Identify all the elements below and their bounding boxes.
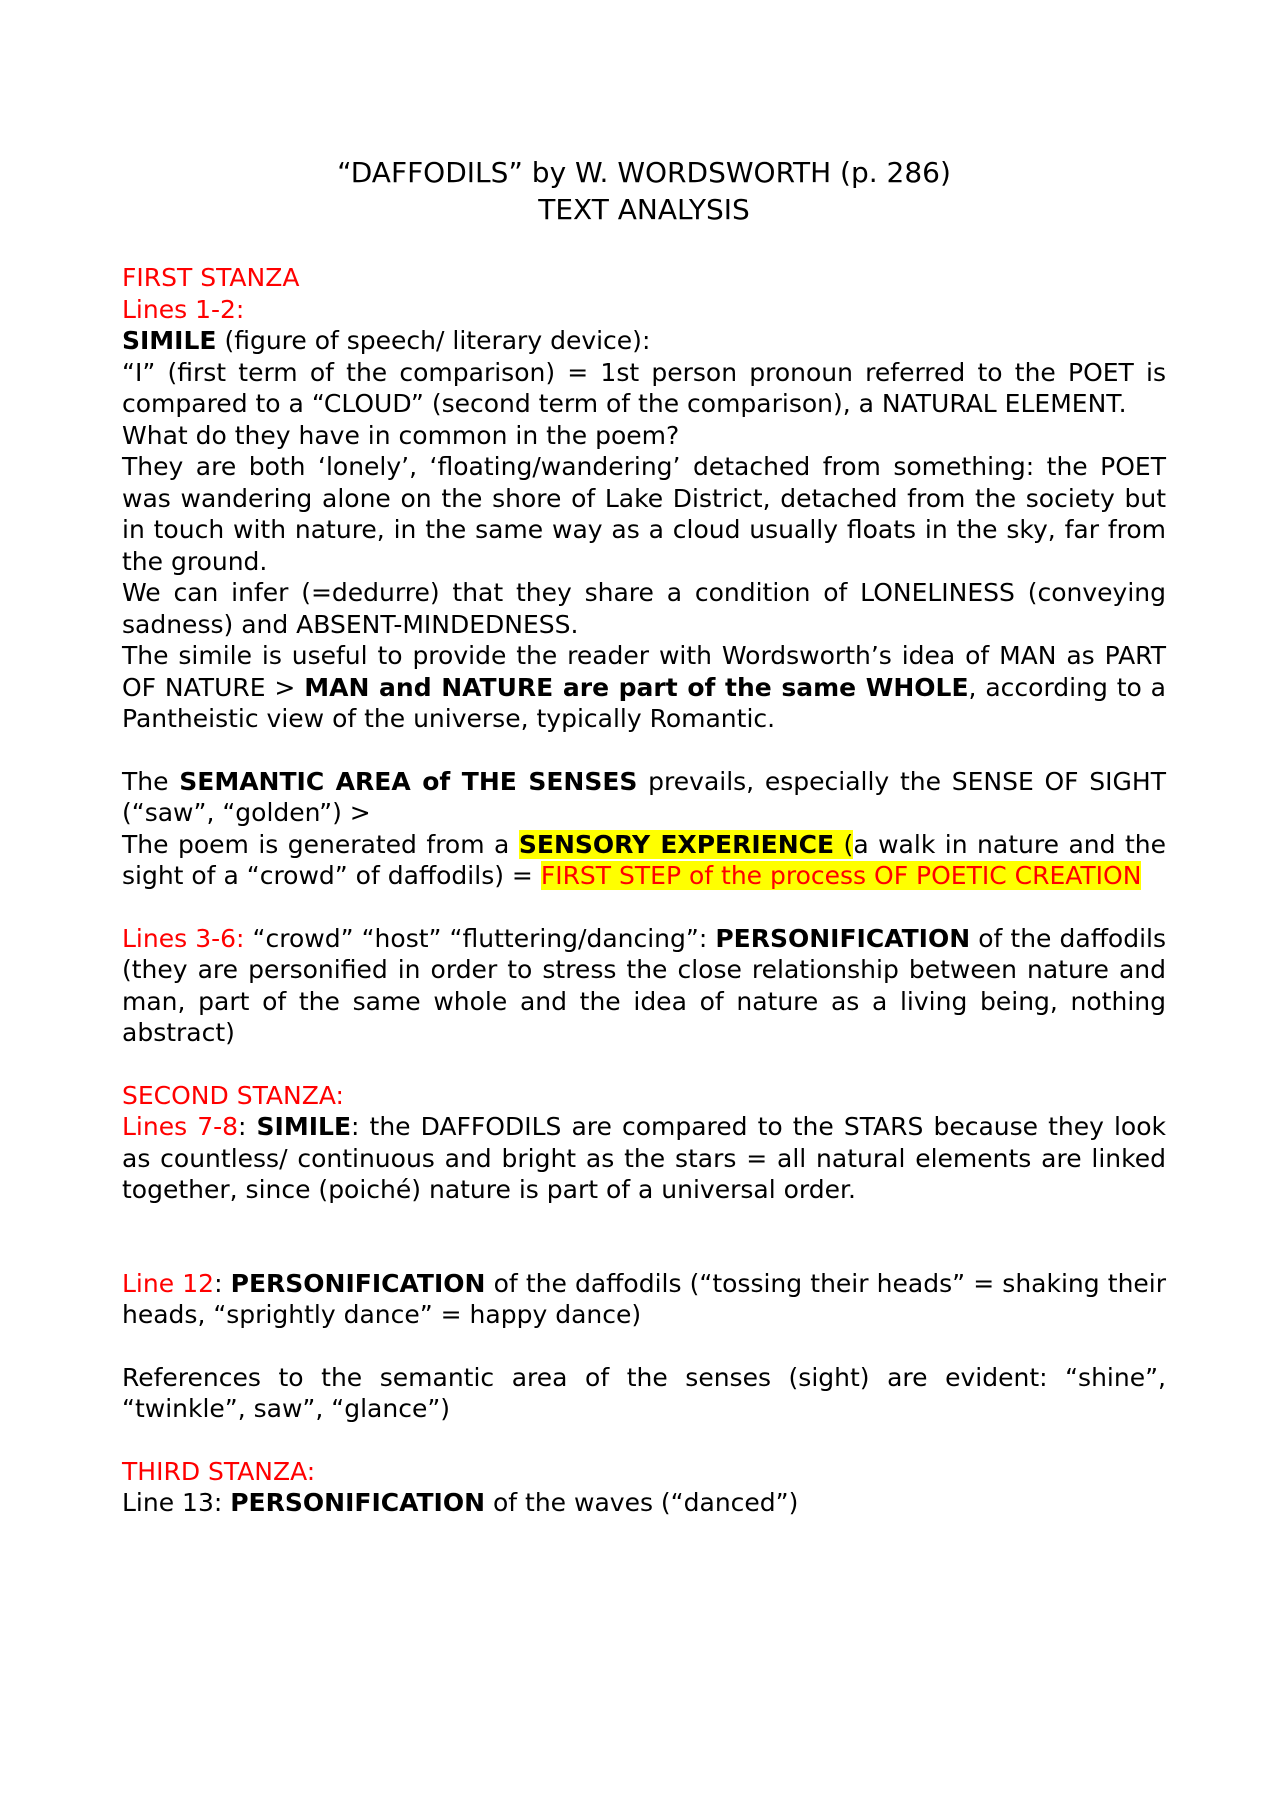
document-subtitle: TEXT ANALYSIS xyxy=(538,193,750,226)
paragraph-line-12 xyxy=(122,1268,1166,1331)
spacer xyxy=(122,1049,1166,1080)
paragraph-line-13 xyxy=(122,1487,1166,1519)
bold-run: PERSONIFICATION xyxy=(230,1268,486,1298)
paragraph-comparison: “I” (first term of the comparison) = 1st person pronoun referred to the POET is compared to a “CLOUD” (second term of the comparison), a NATURAL ELEMENT. xyxy=(122,357,1166,418)
second-stanza-heading: SECOND STANZA: xyxy=(122,1080,344,1110)
paragraph-lines-7-8 xyxy=(122,1111,1166,1206)
third-stanza-heading: THIRD STANZA: xyxy=(122,1456,316,1486)
document-page xyxy=(122,154,1166,1519)
text-run: Line 13: xyxy=(122,1488,231,1517)
text-run: prevails, especially the SENSE OF SIGHT (“saw”, “golden”) > xyxy=(122,766,1166,827)
paragraph-lonely: They are both ‘lonely’, ‘floating/wandering’ detached from something: the POET was wandering alone on the shore of Lake District, detached from the society but in touch with nature, in the same way as a cloud usually floats in the sky, far from the ground. xyxy=(122,452,1166,576)
simile-label: SIMILE xyxy=(122,326,217,355)
first-stanza-heading: FIRST STANZA xyxy=(122,263,300,292)
text-run: of the waves (“danced”) xyxy=(485,1488,799,1517)
bold-run: SIMILE xyxy=(256,1112,352,1141)
lines-7-8-label: Lines 7-8 xyxy=(122,1112,239,1141)
text-run: : the DAFFODILS are compared to the STARS because they look as countless/ continuous and bright as the stars = all natural elements are linked together, since (poiché) nature is part of a universal order. xyxy=(122,1112,1167,1204)
lines-3-6-label: Lines 3-6: xyxy=(122,923,245,953)
paragraph-references: References to the semantic area of the senses (sight) are evident: “shine”, “twinkle”, saw”, “glance”) xyxy=(122,1362,1166,1423)
paragraph-infer: We can infer (=dedurre) that they share a condition of LONELINESS (conveying sadness) and ABSENT-MINDEDNESS. xyxy=(122,578,1166,639)
simile-heading xyxy=(122,325,1166,357)
text-run: The simile is useful to provide the reader with Wordsworth’s idea of MAN as PART OF NATURE > xyxy=(122,641,1166,702)
paragraph-lines-3-6 xyxy=(122,923,1166,1049)
text-run: : xyxy=(238,1112,257,1141)
paragraph-semantic-area xyxy=(122,766,1166,829)
text-run: The poem is generated from a xyxy=(122,829,519,859)
text-run: The xyxy=(122,766,180,796)
spacer xyxy=(122,892,1166,923)
simile-desc: (figure of speech/ literary device): xyxy=(216,326,651,355)
bold-run: PERSONIFICATION xyxy=(715,923,971,953)
text-run: : xyxy=(214,1268,231,1298)
highlighted-run: ( xyxy=(834,829,854,859)
highlighted-red-run: FIRST STEP of the process OF POETIC CREATION xyxy=(540,861,1142,890)
text-run: , according to a Pantheistic view of the universe, typically Romantic. xyxy=(122,672,1167,733)
highlighted-bold-run: SENSORY EXPERIENCE xyxy=(518,829,835,859)
line-12-label: Line 12 xyxy=(122,1268,215,1298)
paragraph-simile-useful xyxy=(122,640,1166,735)
spacer xyxy=(122,735,1166,766)
title-block xyxy=(122,154,1166,228)
text-run: a walk in nature and the sight of a “crowd” of daffodils) = xyxy=(122,829,1166,890)
text-run: of the daffodils (they are personified in order to stress the close relationship between nature and man, part of the same whole and the idea of nature as a living being, nothing abstract) xyxy=(122,923,1167,1047)
bold-run: PERSONIFICATION xyxy=(230,1488,486,1517)
spacer xyxy=(122,1206,1166,1268)
spacer xyxy=(122,1425,1166,1456)
text-run: “crowd” “host” “fluttering/dancing”: xyxy=(244,923,716,953)
lines-1-2-label: Lines 1-2: xyxy=(122,294,245,324)
bold-run: MAN and NATURE are part of the same WHOLE xyxy=(304,672,969,702)
bold-run: SEMANTIC AREA of THE SENSES xyxy=(179,766,638,796)
document-title: “DAFFODILS” by W. WORDSWORTH (p. 286) xyxy=(337,156,951,189)
spacer xyxy=(122,1331,1166,1362)
text-run: of the daffodils (“tossing their heads” = shaking their heads, “sprightly dance” = happy dance) xyxy=(122,1268,1167,1329)
paragraph-sensory-experience xyxy=(122,829,1166,892)
paragraph-question: What do they have in common in the poem? xyxy=(122,420,680,450)
